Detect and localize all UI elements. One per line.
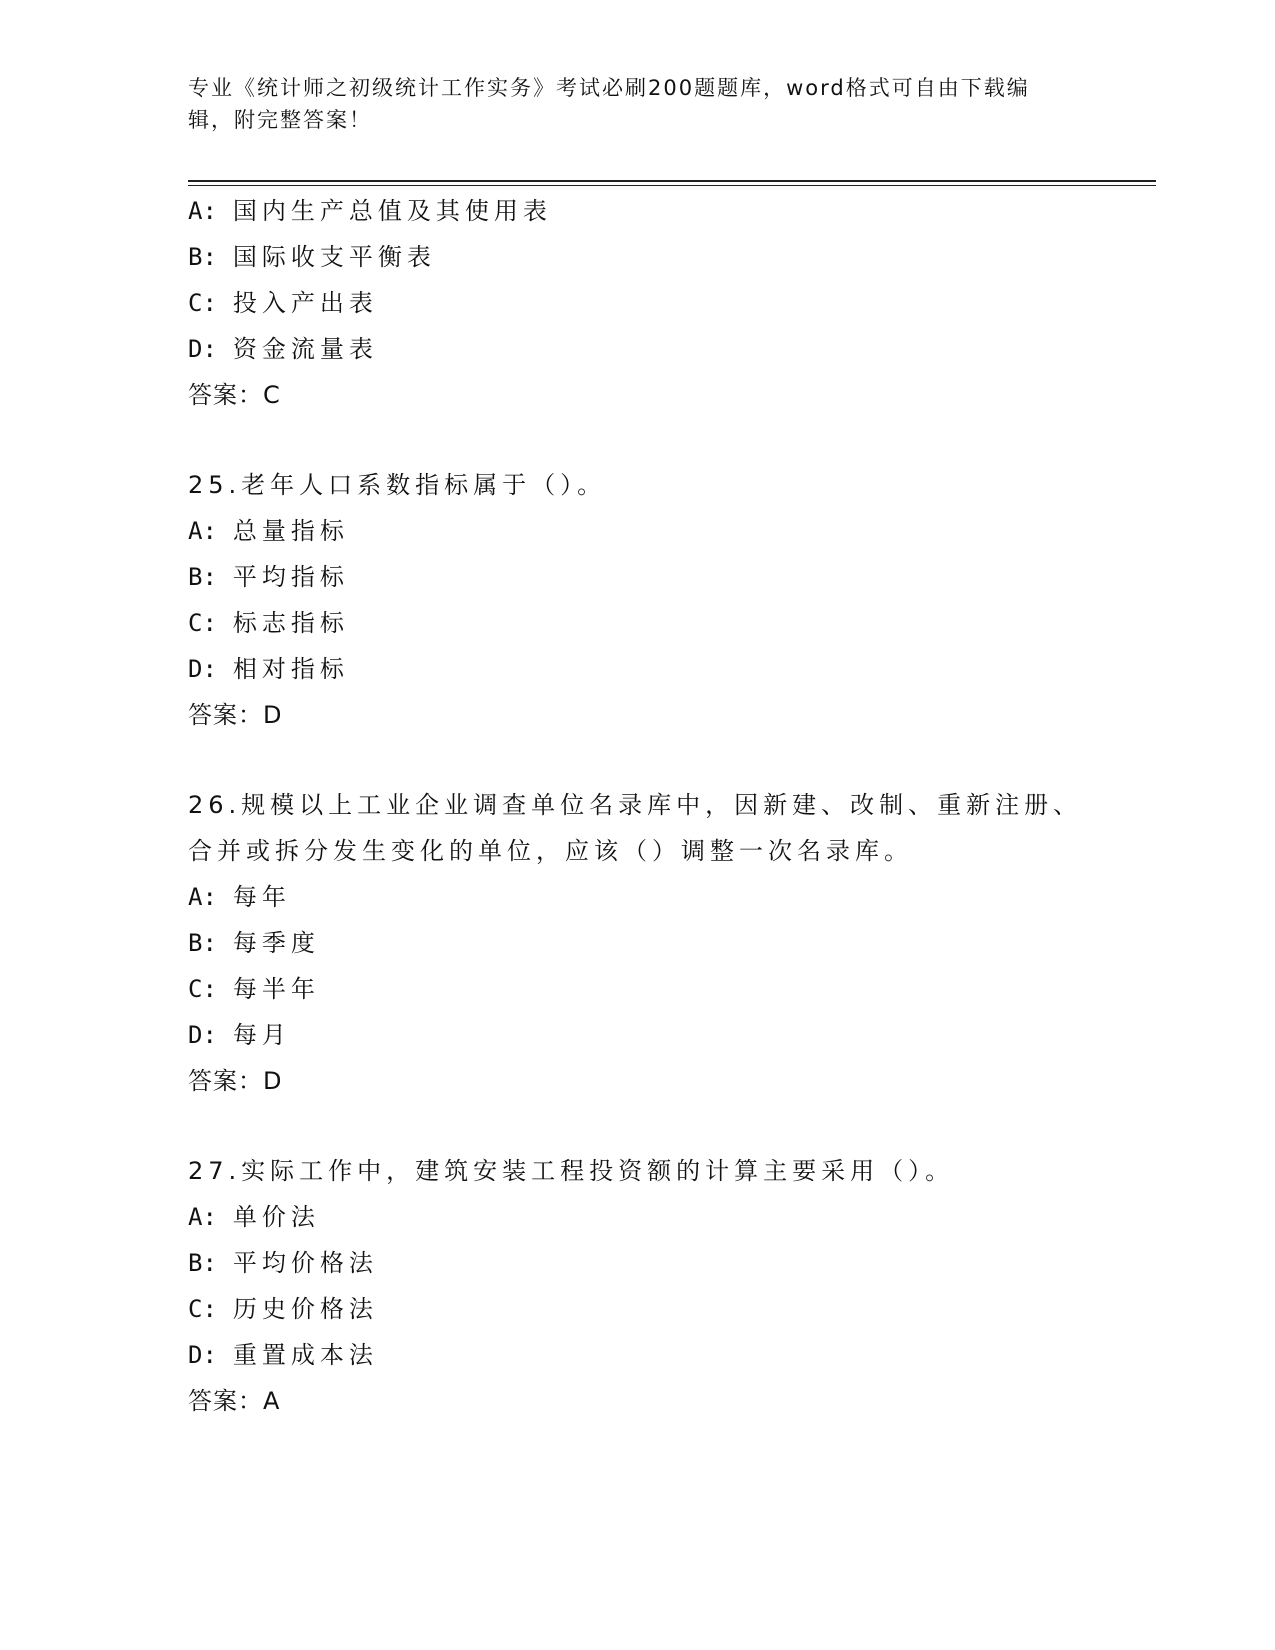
answer-label: 答案：D — [188, 701, 283, 729]
header-rule-thin — [188, 185, 1156, 186]
answer-label: 答案：A — [188, 1387, 281, 1415]
question-block — [188, 782, 1148, 1104]
option-c: C: 投入产出表 — [188, 289, 378, 317]
option-b: B: 国际收支平衡表 — [188, 243, 436, 271]
option-a: A: 国内生产总值及其使用表 — [188, 197, 552, 225]
question-text: 26.规模以上工业企业调查单位名录库中，因新建、改制、重新注册、合并或拆分发生变化的单位，应该（）调整一次名录库。 — [188, 791, 1083, 865]
answer-label: 答案：C — [188, 381, 281, 409]
option-d: D: 资金流量表 — [188, 335, 378, 363]
option-b: B: 每季度 — [188, 929, 320, 957]
option-c: C: 历史价格法 — [188, 1295, 378, 1323]
option-a: A: 每年 — [188, 883, 291, 911]
question-list — [188, 188, 1148, 1424]
option-b: B: 平均指标 — [188, 563, 349, 591]
document-header: 专业《统计师之初级统计工作实务》考试必刷200题题库，word格式可自由下载编辑，附完整答案！ — [188, 76, 1030, 132]
option-d: D: 相对指标 — [188, 655, 349, 683]
question-text: 25.老年人口系数指标属于（）。 — [188, 471, 607, 499]
header-rule-thick — [188, 180, 1156, 182]
option-c: C: 每半年 — [188, 975, 320, 1003]
question-block — [188, 1148, 1148, 1424]
option-a: A: 单价法 — [188, 1203, 320, 1231]
question-block — [188, 462, 1148, 738]
question-text: 27.实际工作中，建筑安装工程投资额的计算主要采用（）。 — [188, 1157, 955, 1185]
question-block — [188, 188, 1148, 418]
option-d: D: 每月 — [188, 1021, 291, 1049]
answer-label: 答案：D — [188, 1067, 283, 1095]
option-b: B: 平均价格法 — [188, 1249, 378, 1277]
option-d: D: 重置成本法 — [188, 1341, 378, 1369]
option-c: C: 标志指标 — [188, 609, 349, 637]
option-a: A: 总量指标 — [188, 517, 349, 545]
